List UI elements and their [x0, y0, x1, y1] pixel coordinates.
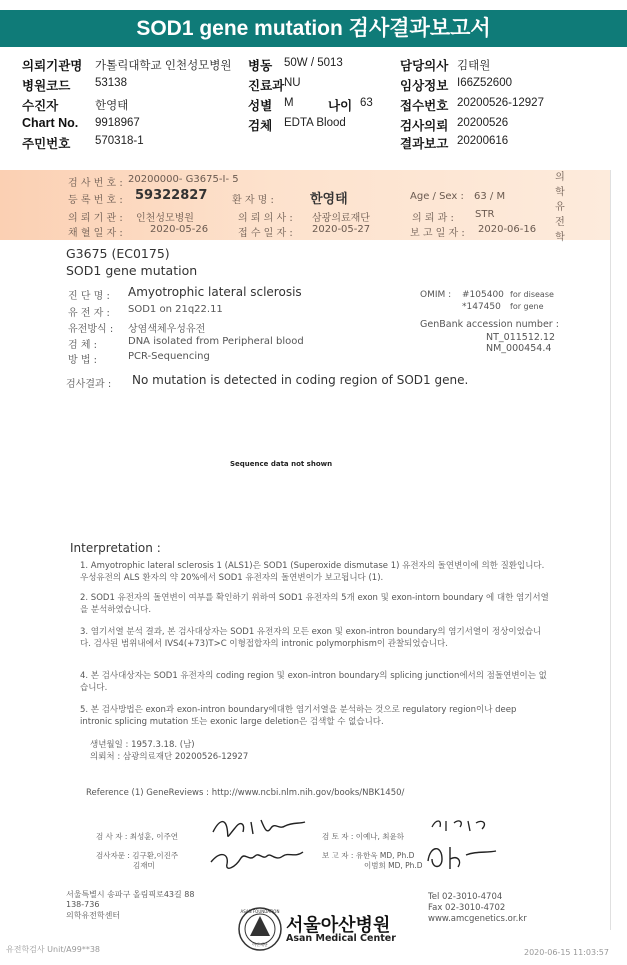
method: PCR-Sequencing — [128, 351, 210, 362]
diagnosis-label: 진 단 명 : — [68, 291, 110, 302]
inheritance: 상염색체우성유전 — [128, 324, 206, 335]
omim-disease: #105400 — [462, 290, 504, 300]
contact-fax: Fax 02-3010-4702 — [428, 903, 506, 913]
dept: STR — [475, 209, 495, 220]
org-label: 의 뢰 기 관 : — [68, 213, 123, 224]
gene-label: 유 전 자 : — [68, 308, 110, 319]
label-sex: 성별 — [248, 99, 273, 113]
inheritance-label: 유전방식 : — [68, 324, 114, 335]
label-age: 나이 — [328, 99, 353, 113]
advisor-second: 김재미 — [133, 861, 155, 870]
value-result-report: 20200616 — [457, 135, 509, 147]
method-label: 방 법 : — [68, 355, 98, 366]
label-resident-number: 주민번호 — [22, 137, 71, 151]
interpretation-item: 2. SOD1 유전자의 돌연변이 여부를 확인하기 위하여 SOD1 유전자의 5개 exon 및 exon-intorn boundary 에 대한 염기서열을 분석하였습니다. — [80, 593, 549, 615]
interpretation-item: 3. 염기서열 분석 결과, 본 검사대상자는 SOD1 유전자의 모든 exon 및 exon-intron boundary의 염기서열이 정상이었습니다. 검사된 범위내에서 IVS4(+73)T>C 이형접합자의 intronic polymorphism이 관찰되었습니다. — [80, 627, 542, 649]
label-ward: 병동 — [248, 59, 273, 73]
report-header-band — [0, 170, 610, 240]
exam-no: 20200000- G3675-I- 5 — [128, 174, 239, 185]
result-label: 검사결과 : — [66, 379, 112, 390]
interpretation-item: 1. Amyotrophic lateral sclerosis 1 (ALS1)은 SOD1 (Superoxide dismutase 1) 유전자의 돌연변이에 의한 질환입니다. 우성유전의 ALS 환자의 약 20%에서 SOD1 유전자의 돌연변이가 보고됩니다 (1). — [80, 561, 545, 583]
value-sex: M — [284, 97, 294, 109]
label-department: 진료과 — [248, 79, 285, 93]
label-clinical-info: 임상정보 — [400, 79, 449, 93]
omim-label: OMIM : — [420, 290, 452, 300]
result-text: No mutation is detected in coding region of SOD1 gene. — [132, 373, 469, 387]
reporter: 보 고 자 : 유한욱 MD, Ph.D — [322, 851, 415, 860]
label-receipt-number: 접수번호 — [400, 99, 449, 113]
side-char: 전 — [555, 217, 565, 228]
report-title: SOD1 gene mutation 검사결과보고서 — [0, 10, 627, 47]
patient-info-panel — [0, 54, 627, 154]
reference: Reference (1) GeneReviews : http://www.ncbi.nlm.nih.gov/books/NBK1450/ — [86, 788, 405, 798]
label-hospital-code: 병원코드 — [22, 79, 71, 93]
label-requesting-institution: 의뢰기관명 — [22, 59, 83, 73]
exam-no-label: 검 사 번 호 : — [68, 178, 123, 189]
seal-text: ASAN FOUNDATION — [240, 909, 280, 914]
report-date: 2020-06-16 — [478, 224, 537, 235]
value-department: NU — [284, 77, 301, 89]
collect-label: 채 혈 일 자 : — [68, 228, 123, 239]
doctor: 삼광의료재단 — [312, 213, 370, 224]
report-label: 보 고 일 자 : — [410, 228, 465, 239]
reviewer-signature-icon — [420, 815, 500, 875]
diagnosis: Amyotrophic lateral sclerosis — [128, 285, 302, 299]
interpretation-item: 4. 본 검사대상자는 SOD1 유전자의 coding region 및 exon-intron boundary의 splicing junction에서의 점돌연변이는 없습니다. — [80, 671, 547, 693]
asan-foundation-seal-icon — [236, 906, 284, 952]
reg-no: 59322827 — [135, 188, 208, 203]
vertical-dept-label — [552, 170, 568, 245]
bottom-unit-code: 유전학검사 Unit/A99**38 — [6, 945, 100, 954]
omim-gene-note: for gene — [510, 302, 544, 311]
reviewer: 검 토 자 : 이예나, 최윤하 — [322, 832, 405, 841]
side-char: 의 — [555, 172, 565, 183]
org: 인천성모병원 — [136, 213, 194, 224]
interpretation-title: Interpretation : — [70, 541, 161, 555]
gene: SOD1 on 21q22.11 — [128, 304, 223, 315]
label-specimen: 검체 — [248, 119, 273, 133]
value-attending-doctor: 김태원 — [457, 60, 491, 72]
patient-label: 환 자 명 : — [232, 195, 274, 206]
value-test-request: 20200526 — [457, 117, 509, 129]
value-receipt-number: 20200526-12927 — [457, 97, 544, 109]
value-patient: 한영태 — [95, 100, 129, 112]
specimen: DNA isolated from Peripheral blood — [128, 336, 304, 347]
value-ward: 50W / 5013 — [284, 57, 343, 69]
patient-name: 한영태 — [310, 192, 348, 207]
scanned-report — [0, 170, 627, 965]
address-line2: 138-736 — [66, 900, 100, 909]
hospital-name-kr: 서울아산병원 — [286, 915, 391, 936]
genbank-nm: NM_000454.4 — [486, 343, 552, 354]
value-specimen: EDTA Blood — [284, 117, 346, 129]
bottom-timestamp: 2020-06-15 11:03:57 — [524, 948, 609, 957]
omim-gene: *147450 — [462, 302, 501, 312]
value-clinical-info: I66Z52600 — [457, 77, 512, 89]
birth-date: 생년월일 : 1957.3.18. (남) — [90, 740, 195, 750]
label-attending-doctor: 담당의사 — [400, 59, 449, 73]
interpretation-item: 5. 본 검사방법은 exon과 exon-intron boundary에대한 염기서열을 분석하는 것으로 regulatory region이나 deep intronic splicing mutation 또는 exonic large deletion은 검색할 수 없습니다. — [80, 705, 517, 727]
page-edge — [610, 170, 611, 930]
side-char: 학 — [555, 187, 565, 198]
label-chart-no: Chart No. — [22, 116, 79, 130]
side-char: 유 — [555, 202, 565, 213]
examiner: 검 사 자 : 최성훈, 이주연 — [96, 832, 179, 841]
address-line1: 서울특별시 송파구 올림픽로43길 88 — [66, 890, 195, 899]
requester: 의뢰처 : 삼광의료재단 20200526-12927 — [90, 752, 249, 762]
label-result-report: 결과보고 — [400, 137, 449, 151]
report-code: G3675 (EC0175) — [66, 246, 170, 261]
seal-inner-text: 아산재단 — [252, 942, 268, 947]
age-sex-label: Age / Sex : — [410, 191, 464, 202]
sequence-note: Sequence data not shown — [230, 460, 333, 468]
value-resident-number: 570318-1 — [95, 135, 144, 147]
receive-date: 2020-05-27 — [312, 224, 371, 235]
contact-tel: Tel 02-3010-4704 — [428, 892, 503, 902]
doctor-label: 의 뢰 의 사 : — [238, 213, 293, 224]
examiner-signature-icon — [205, 810, 310, 880]
value-age: 63 — [360, 97, 373, 109]
collect-date: 2020-05-26 — [150, 224, 209, 235]
genbank-nt: NT_011512.12 — [486, 332, 556, 343]
age-sex: 63 / M — [474, 191, 506, 202]
report-test-name: SOD1 gene mutation — [66, 263, 198, 278]
address-line3: 의학유전학센터 — [66, 911, 121, 920]
hospital-name-en: Asan Medical Center — [286, 933, 396, 944]
side-char: 학 — [555, 232, 565, 243]
contact-web: www.amcgenetics.or.kr — [428, 914, 527, 924]
omim-disease-note: for disease — [510, 290, 554, 299]
reg-no-label: 등 록 번 호 : — [68, 195, 123, 206]
specimen-label: 검 체 : — [68, 340, 98, 351]
genbank-label: GenBank accession number : — [420, 319, 559, 330]
reporter-second: 이범희 MD, Ph.D — [364, 861, 423, 870]
value-chart-no: 9918967 — [95, 117, 140, 129]
dept-label: 의 뢰 과 : — [412, 213, 454, 224]
value-requesting-institution: 가톨릭대학교 인천성모병원 — [95, 60, 232, 72]
advisor: 검사자문 : 김구환,이진주 — [96, 851, 179, 860]
label-test-request: 검사의뢰 — [400, 119, 449, 133]
label-patient: 수진자 — [22, 99, 59, 113]
value-hospital-code: 53138 — [95, 77, 127, 89]
receive-label: 접 수 일 자 : — [238, 228, 293, 239]
